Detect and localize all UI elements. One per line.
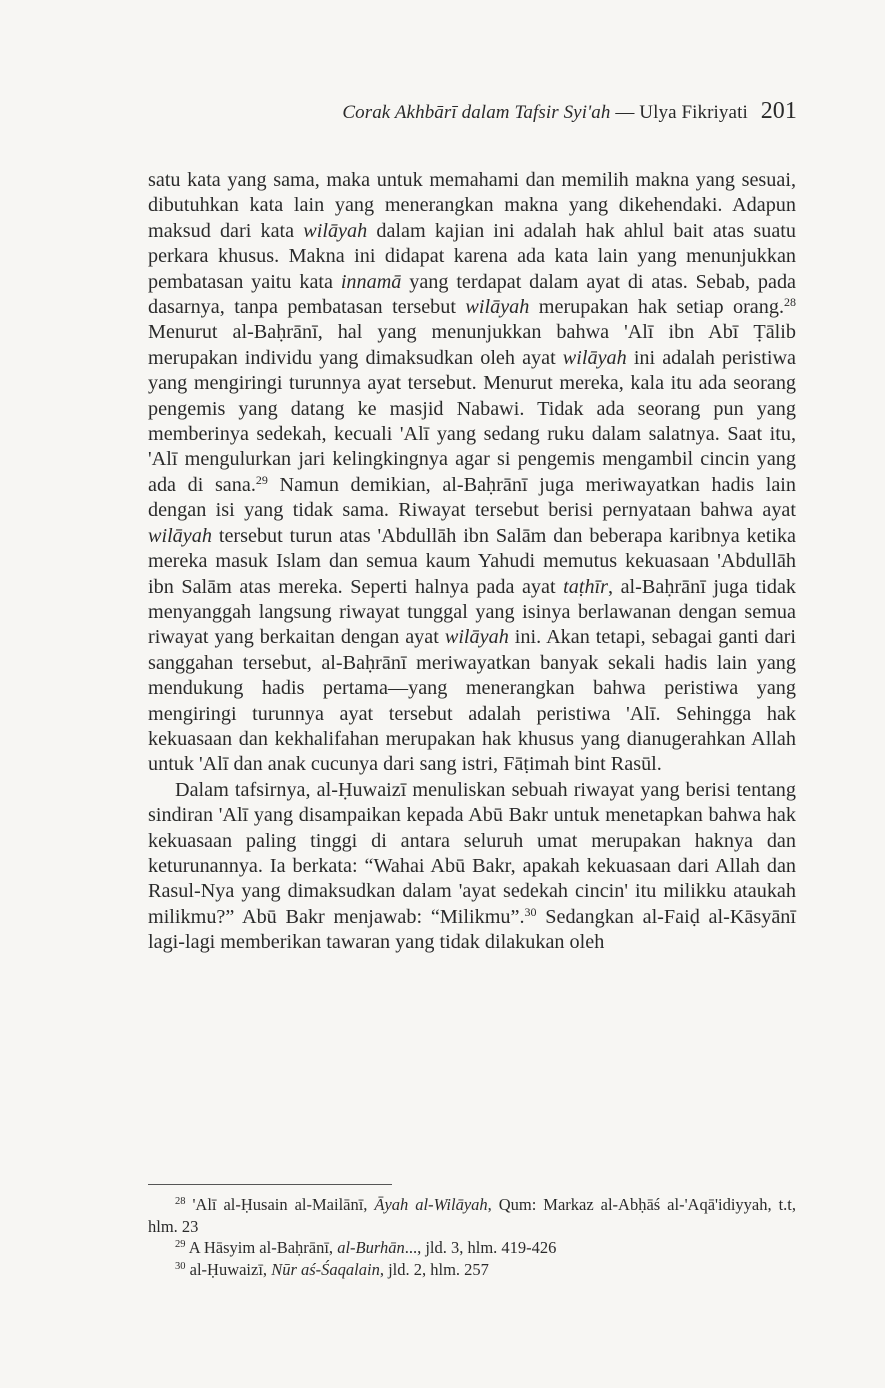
footnote-30: $^{30}$ al-Ḥuwaizī, Nūr aś-Śaqalain, jld. 2, hlm. 257 [175, 1259, 489, 1279]
footnote-29: $^{29}$ A Hāsyim al-Baḥrānī, al-Burhān..., jld. 3, hlm. 419-426 [175, 1238, 557, 1257]
running-title: Corak Akhbārī dalam Tafsir Syi'ah [342, 102, 611, 123]
page-number: 201 [760, 98, 797, 124]
running-author: Ulya Fikriyati [639, 102, 748, 123]
header-separator: — [615, 102, 635, 123]
running-header [0, 98, 797, 125]
paragraph-2: Dalam tafsirnya, al-Ḥuwaizī menuliskan sebuah riwayat yang berisi tentang sindiran 'Alī yang disampaikan kepada Abū Bakr untuk menetapkan bahwa hak kekuasaan paling tinggi di antara seluruh umat merupakan haknya dan keturunannya. Ia berkata: “Wahai Abū Bakr, apakah kekuasaan dari Allah dan Rasul-Nya yang dimaksudkan dalam 'ayat sedekah cincin' itu milikku ataukah milikmu?” Abū Bakr menjawab: “Milikmu”.$^{30}$ Sedangkan al-Faiḍ al-Kāsyānī lagi-lagi memberikan tawaran yang tidak dilakukan oleh [148, 778, 796, 954]
paragraph-1: satu kata yang sama, maka untuk memahami dan memilih makna yang sesuai, dibutuhkan kata lain yang menerangkan makna yang dikehendaki. Adapun maksud dari kata wilāyah dalam kajian ini adalah hak ahlul bait atas suatu perkara khusus. Makna ini didapat karena ada kata lain yang menunjukkan pembatasan yaitu kata innamā yang terdapat dalam ayat di atas. Sebab, pada dasarnya, tanpa pembatasan tersebut wilāyah merupakan hak setiap orang.$^{28}$ Menurut al-Baḥrānī, hal yang menunjukkan bahwa 'Alī ibn Abī Ṭālib merupakan individu yang dimaksudkan oleh ayat wilāyah ini adalah peristiwa yang mengiringi turunnya ayat tersebut. Menurut mereka, kala itu ada seorang pengemis yang datang ke masjid Nabawi. Tidak ada seorang pun yang memberinya sedekah, kecuali 'Alī yang sedang ruku dalam salatnya. Saat itu, 'Alī mengulurkan jari kelingkingnya agar si pengemis mengambil cincin yang ada di sana.$^{29}$ Namun demikian, al-Baḥrānī juga meriwayatkan hadis lain dengan isi yang tidak sama. Riwayat tersebut berisi pernyataan bahwa ayat wilāyah tersebut turun atas 'Abdullāh ibn Salām dan beberapa karibnya ketika mereka masuk Islam dan semua kaum Yahudi memutus kekuasaan 'Abdullāh ibn Salām atas mereka. Seperti halnya pada ayat taṭhīr, al-Baḥrānī juga tidak menyanggah langsung riwayat tunggal yang isinya berlawanan dengan semua riwayat yang berkaitan dengan ayat wilāyah ini. Akan tetapi, sebagai ganti dari sanggahan tersebut, al-Baḥrānī meriwayatkan banyak sekali hadis lain yang mendukung hadis pertama—yang menerangkan bahwa peristiwa yang mengiringi turunnya ayat tersebut adalah peristiwa 'Alī. Sehingga hak kekuasaan dan kekhalifahan merupakan hak khusus yang dianugerahkan Allah untuk 'Alī dan anak cucunya dari sang istri, Fāṭimah bint Rasūl. [148, 169, 797, 776]
body-text [148, 168, 796, 956]
footnote-divider [148, 1184, 392, 1185]
footnotes [148, 1194, 796, 1280]
footnote-28: $^{28}$ 'Alī al-Ḥusain al-Mailānī, Āyah al-Wilāyah, Qum: Markaz al-Abḥāś al-'Aqā'idiyyah, t.t, hlm. 23 [148, 1195, 796, 1236]
